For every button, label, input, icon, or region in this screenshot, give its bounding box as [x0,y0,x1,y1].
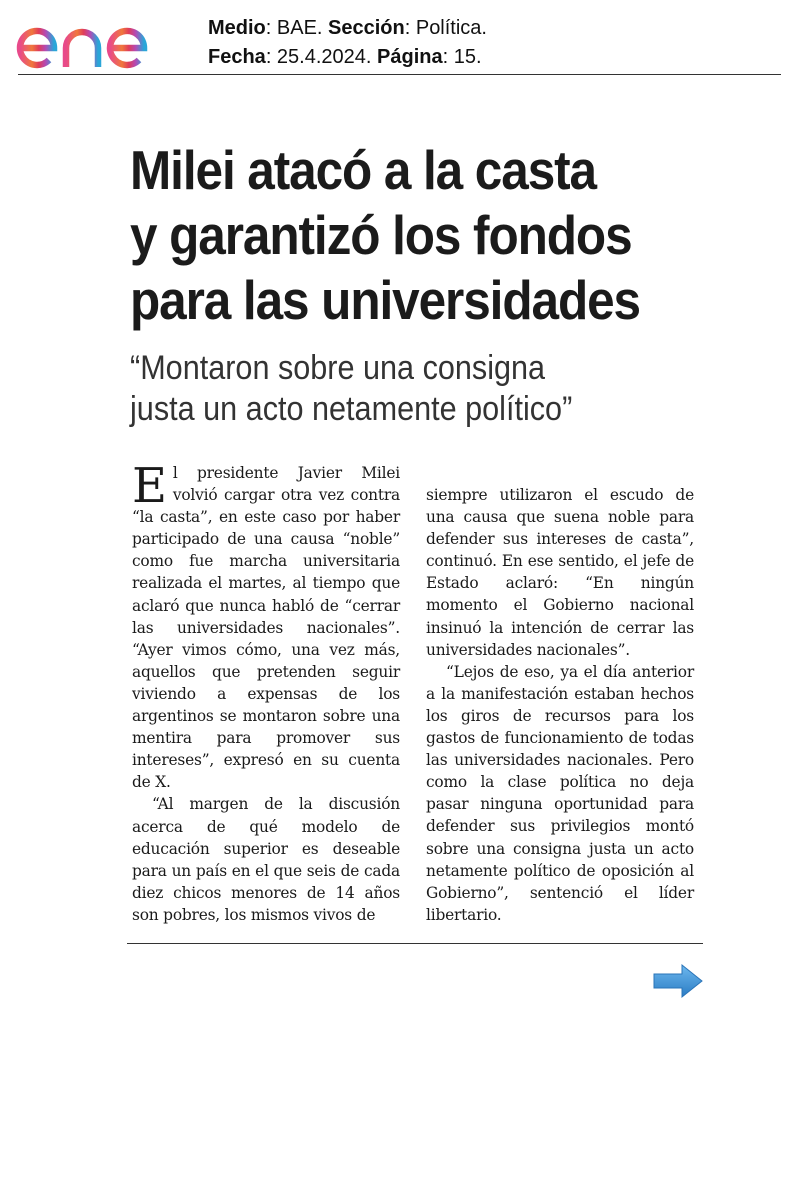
subheadline-line-1: “Montaron sobre una consigna [130,349,546,387]
article-column-1 [132,458,400,926]
article-column-2 [426,484,694,926]
pagina-value: : 15. [442,46,482,68]
medio-value: : BAE. [265,17,329,39]
headline-line-2: y garantizó los fondos [130,204,632,266]
subheadline-line-2: justa un acto netamente político” [130,390,573,428]
fecha-label: Fecha [208,46,266,68]
svg-text:enel: enel [16,6,18,7]
paragraph-1-text: l presidente Javier Milei volvió cargar otra vez contra “la casta”, en este caso por haber participado de una causa “noble” como fue marcha universitaria realizada el martes, al tiempo que aclaró que nunca habló de “cerrar las universidades nacionales”. “Ayer vimos cómo, una vez más, aquellos que pretenden seguir viviendo a expensas de los argentinos se montaron sobre una mentira para promover sus intereses”, expresó en su cuenta de X. [132,464,400,792]
article-subheadline [130,348,730,430]
article-headline [130,138,730,333]
medio-label: Medio [208,17,266,39]
meta-line-2 [208,44,482,70]
fecha-value: : 25.4.2024. [265,46,378,68]
seccion-label: Sección [328,17,405,39]
headline-line-1: Milei atacó a la casta [130,139,597,201]
enel-logo-icon [16,6,192,70]
pagina-label: Página [377,46,443,68]
meta-line-1 [208,15,487,41]
paragraph-4: “Lejos de eso, ya el día anterior a la manifestación estaban hechos los giros de recursos para los gastos de funcionamiento de todas las universidades nacionales. Pero como la clase política no deja pasar ninguna oportunidad para defender sus privilegios montó sobre una consigna justa un acto netamente político de oposición al Gobierno”, sentenció el líder libertario. [426,662,694,924]
seccion-value: : Política. [404,17,487,39]
arrow-right-icon[interactable] [652,963,704,999]
header-divider [18,74,781,75]
article-bottom-divider [127,943,703,944]
paragraph-2: “Al margen de la discusión acerca de qué modelo de educación superior es deseable para un país en el que seis de cada diez chicos menores de 14 años son pobres, los mismos vivos de [132,795,400,924]
paragraph-1 [132,458,400,793]
headline-line-3: para las universidades [130,269,641,331]
drop-cap: E [132,458,167,514]
paragraph-3: siempre utilizaron el escudo de una causa que suena noble para defender sus intereses de casta”, continuó. En ese sentido, el jefe de Estado aclaró: “En ningún momento el Gobierno nacional insinuó la intención de cerrar las universidades nacionales”. [426,486,694,659]
